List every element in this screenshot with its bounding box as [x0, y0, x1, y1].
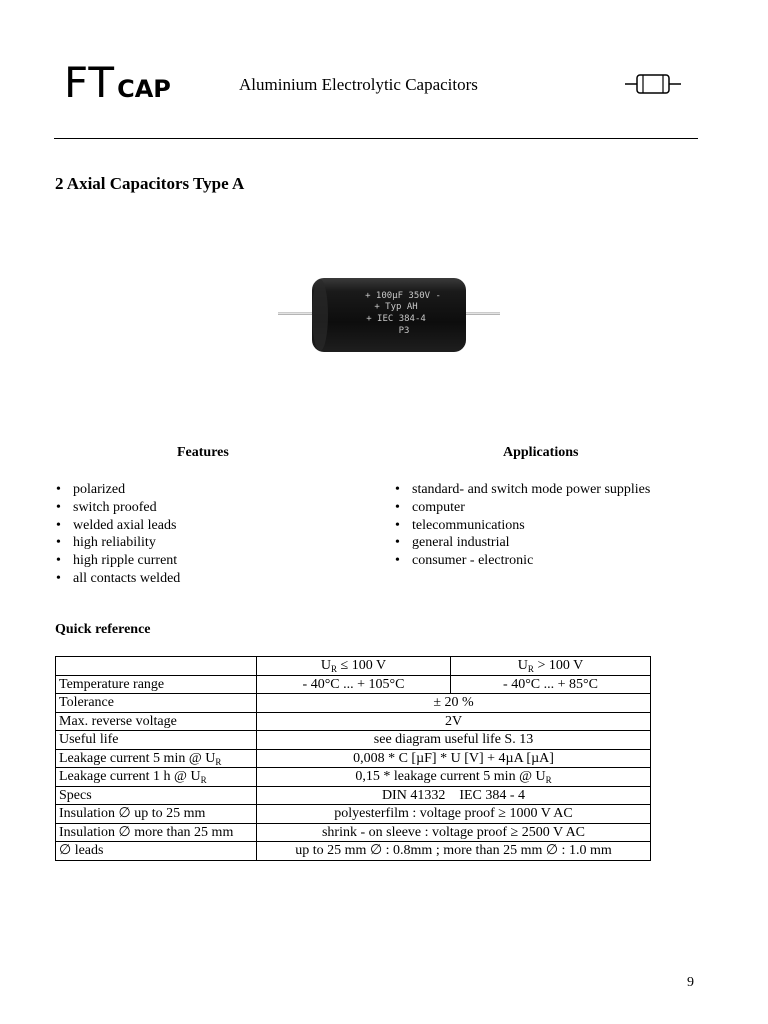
list-item: • telecommunications: [394, 517, 650, 535]
table-row: [56, 768, 651, 787]
header-divider: [54, 138, 698, 139]
table-row: [56, 786, 651, 805]
features-list: [55, 481, 180, 588]
section-title: 2 Axial Capacitors Type A: [55, 174, 245, 193]
table-row: [56, 805, 651, 824]
row-label: ∅ leads: [56, 842, 257, 861]
capacitor-photo: [278, 270, 500, 356]
table-cell: DIN 41332 IEC 384 - 4: [257, 786, 651, 805]
list-item: • polarized: [55, 481, 180, 499]
row-label: Useful life: [56, 731, 257, 750]
row-label: Max. reverse voltage: [56, 712, 257, 731]
photo-label-line-1: + 100µF 350V -: [365, 291, 441, 301]
list-item: • switch proofed: [55, 499, 180, 517]
table-cell: up to 25 mm ∅ : 0.8mm ; more than 25 mm ∅ : 1.0 mm: [257, 842, 651, 861]
row-label: Leakage current 5 min @ $U_R$: [56, 749, 257, 768]
table-header-row: [56, 657, 651, 676]
row-label: Insulation ∅ more than 25 mm: [56, 823, 257, 842]
table-cell: 2V: [257, 712, 651, 731]
list-item: • standard- and switch mode power supplies: [394, 481, 650, 499]
quick-reference-title: Quick reference: [55, 622, 151, 637]
column-header-low-voltage: $U_R \le 100$ V: [257, 657, 451, 676]
list-item: • general industrial: [394, 534, 650, 552]
applications-heading: Applications: [503, 445, 579, 460]
table-cell: - 40°C ... + 105°C: [257, 675, 451, 694]
column-header-high-voltage: $U_R > 100$ V: [451, 657, 651, 676]
list-item: • welded axial leads: [55, 517, 180, 535]
ftcap-logo: [64, 58, 171, 107]
table-cell: shrink - on sleeve : voltage proof ≥ 2500 V AC: [257, 823, 651, 842]
table-row: [56, 823, 651, 842]
photo-label-line-4: P3: [398, 326, 410, 336]
list-item: • high ripple current: [55, 552, 180, 570]
applications-list: [394, 481, 650, 570]
header-title: Aluminium Electrolytic Capacitors: [239, 75, 478, 94]
row-label: Temperature range: [56, 675, 257, 694]
list-item: • computer: [394, 499, 650, 517]
logo-ft: FT: [64, 58, 116, 107]
table-cell: see diagram useful life S. 13: [257, 731, 651, 750]
table-cell: ± 20 %: [257, 694, 651, 713]
table-row: [56, 712, 651, 731]
table-cell: polyesterfilm : voltage proof ≥ 1000 V AC: [257, 805, 651, 824]
quick-reference-table: [55, 656, 651, 861]
row-label: Specs: [56, 786, 257, 805]
photo-label-line-2: + Typ AH: [374, 302, 418, 312]
row-label: Tolerance: [56, 694, 257, 713]
table-cell: 0,15 * leakage current 5 min @ $U_R$: [257, 768, 651, 787]
row-label: Insulation ∅ up to 25 mm: [56, 805, 257, 824]
photo-label-line-3: + IEC 384-4: [366, 314, 426, 324]
logo-cap: CAP: [117, 75, 171, 103]
table-row: [56, 731, 651, 750]
table-row: [56, 675, 651, 694]
axial-capacitor-icon: [625, 72, 681, 96]
table-cell: - 40°C ... + 85°C: [451, 675, 651, 694]
table-cell: 0,008 * C [µF] * U [V] + 4µA [µA]: [257, 749, 651, 768]
table-row: [56, 694, 651, 713]
list-item: • all contacts welded: [55, 570, 180, 588]
table-cell: [56, 657, 257, 676]
page-number: 9: [687, 975, 694, 990]
row-label: Leakage current 1 h @ $U_R$: [56, 768, 257, 787]
features-heading: Features: [177, 445, 229, 460]
list-item: • consumer - electronic: [394, 552, 650, 570]
table-row: [56, 749, 651, 768]
table-row: [56, 842, 651, 861]
list-item: • high reliability: [55, 534, 180, 552]
